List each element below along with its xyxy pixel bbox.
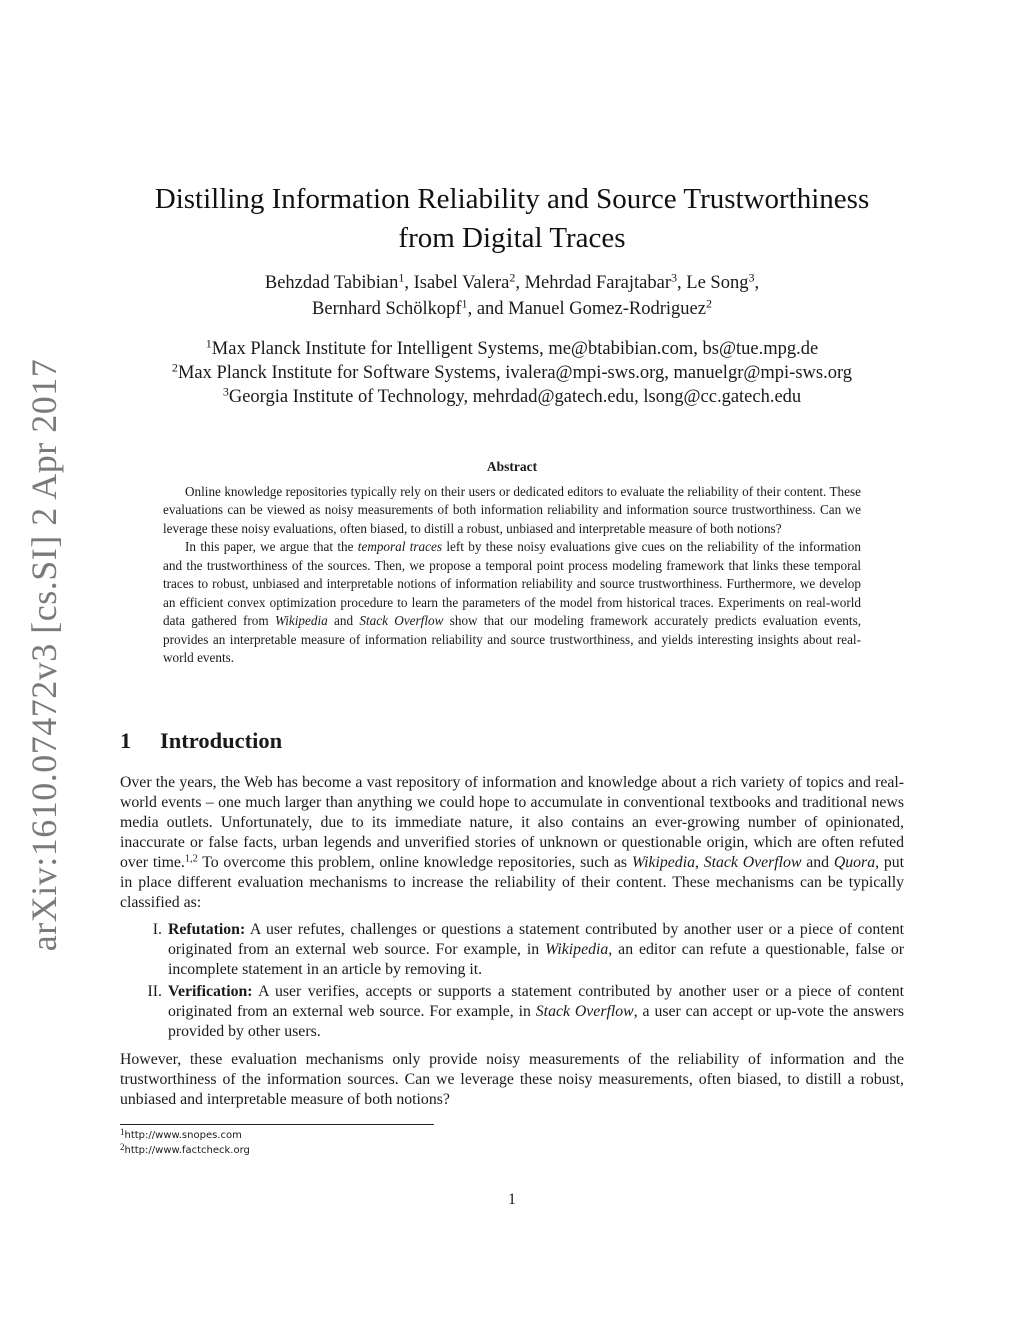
emphasis-text: Wikipedia [631, 854, 695, 871]
footnotes [120, 1128, 250, 1158]
footnote-mark: 2 [120, 1142, 125, 1152]
title-line-1: Distilling Information Reliability and Source Trustworthiness [154, 183, 870, 215]
paper-title [120, 180, 904, 258]
section-number: 1 [120, 728, 132, 753]
emphasis-text: Stack Overflow [703, 854, 802, 871]
section-heading-introduction [120, 728, 282, 754]
intro-paragraph-1: Over the years, the Web has become a vast repository of information and knowledge about a rich variety of topics and real-world events – one much larger than anything we could hope to accumulate in conventional textbooks and traditional news media outlets. Unfortunately, due to its immediate nature, it also contains an ever-growing number of opinionated, inaccurate or false facts, urban legends and unverified stories of unknown or questionable origin, which are often refuted over time.$^{1,2}$ To overcome this problem, online knowledge repositories, such as Wikipedia, Stack Overflow and Quora, put in place different evaluation mechanisms to increase the reliability of their content. These mechanisms can be typically classified as: [120, 774, 905, 911]
arxiv-identifier-stamp [14, 358, 74, 952]
title-line-2: from Digital Traces [398, 222, 626, 254]
page-number: 1 [508, 1191, 516, 1208]
emphasis-text: Quora [833, 854, 876, 871]
list-item-refutation: I. Refutation: A user refutes, challenges or questions a statement contributed by another user or a piece of content originated from an external web source. For example, in Wikipedia, an editor can refute a questionable, false or incomplete statement in an article by removing it. [120, 920, 904, 980]
affiliation-item [110, 385, 914, 409]
abstract [163, 458, 861, 668]
list-marker: I. [152, 921, 162, 938]
abstract-paragraph-2: In this paper, we argue that the temporal traces left by these noisy evaluations give cues on the reliability of the information and the trustworthiness of the sources. Then, we propose a temporal point process modeling framework that links these temporal traces to robust, unbiased and interpretable notions of information reliability and source trustworthiness. Furthermore, we develop an efficient convex optimization procedure to learn the parameters of the model from historical traces. Experiments on real-world data gathered from Wikipedia and Stack Overflow show that our modeling framework accurately predicts evaluation events, provides an interpretable measure of information reliability and source trustworthiness, and yields interesting insights about real-world events. [163, 539, 861, 665]
author-affiliation-mark: 3 [671, 270, 678, 285]
list-item-label: Refutation: [168, 921, 246, 938]
footnote-divider [120, 1124, 434, 1125]
intro-paragraph-2: However, these evaluation mechanisms only provide noisy measurements of the reliability of information and the trustworthiness of the information sources. Can we leverage these noisy measurements, often biased, to distill a robust, unbiased and interpretable measure of both notions? [120, 1051, 904, 1108]
footnote-reference: 1,2 [184, 853, 198, 865]
author-name: Isabel Valera [413, 273, 510, 293]
affiliation-text: Max Planck Institute for Software Systems, ivalera@mpi-sws.org, manuelgr@mpi-sws.org [177, 363, 853, 383]
affiliation-list [110, 337, 914, 409]
affiliation-text: Georgia Institute of Technology, mehrdad@gatech.edu, lsong@cc.gatech.edu [228, 387, 802, 407]
author-affiliation-mark: 2 [705, 296, 712, 311]
list-marker: II. [147, 983, 162, 1000]
list-item-verification: II. Verification: A user verifies, accepts or supports a statement contributed by another user or a piece of content originated from an external web source. For example, in Stack Overflow, a user can accept or up-vote the answers provided by other users. [120, 982, 904, 1042]
section-title: Introduction [160, 728, 283, 753]
emphasis-text: temporal traces [357, 539, 442, 554]
footnote-item [120, 1128, 250, 1143]
footnote-link[interactable]: http://www.factcheck.org [124, 1145, 250, 1156]
footnote-item [120, 1143, 250, 1158]
affiliation-item [110, 337, 914, 361]
author-list: Behzdad Tabibian$^1$, Isabel Valera$^2$, Mehrdad Farajtabar$^3$, Le Song$^3$, Bernhard Schölkopf$^1$, and Manuel Gomez-Rodriguez$^2$ [264, 270, 760, 319]
author-name: Le Song [686, 273, 749, 293]
author-name: and Manuel Gomez-Rodriguez [476, 299, 706, 319]
abstract-paragraph-1: Online knowledge repositories typically rely on their users or dedicated editors to evaluate the reliability of their content. These evaluations can be viewed as noisy measurements of both information reliability and information source trustworthiness. Can we leverage these noisy evaluations, often biased, to distill a robust, unbiased and interpretable measure of both notions? [163, 483, 861, 536]
footnote-mark: 1 [120, 1127, 125, 1137]
abstract-heading: Abstract [486, 459, 538, 474]
author-affiliation-mark: 3 [748, 270, 755, 285]
evaluation-mechanism-list [120, 920, 904, 1042]
affiliation-mark: 3 [222, 384, 229, 399]
author-affiliation-mark: 1 [461, 296, 468, 311]
author-name: Bernhard Schölkopf [312, 299, 462, 319]
affiliation-mark: 2 [171, 360, 178, 375]
author-affiliation-mark: 1 [398, 270, 405, 285]
author-name: Behzdad Tabibian [264, 273, 399, 293]
affiliation-text: Max Planck Institute for Intelligent Systems, me@btabibian.com, bs@tue.mpg.de [211, 339, 819, 359]
author-affiliation-mark: 2 [509, 270, 516, 285]
emphasis-text: Wikipedia [274, 613, 328, 628]
affiliation-item [110, 361, 914, 385]
footnote-link[interactable]: http://www.snopes.com [124, 1130, 242, 1141]
emphasis-text: Wikipedia [545, 941, 609, 958]
emphasis-text: Stack Overflow [535, 1003, 634, 1020]
introduction-body [120, 773, 904, 1110]
emphasis-text: Stack Overflow [359, 613, 444, 628]
list-item-label: Verification: [168, 983, 253, 1000]
author-name: Mehrdad Farajtabar [524, 273, 672, 293]
affiliation-mark: 1 [205, 336, 212, 351]
arxiv-identifier-text: arXiv:1610.07472v3 [cs.SI] 2 Apr 2017 [24, 358, 65, 952]
